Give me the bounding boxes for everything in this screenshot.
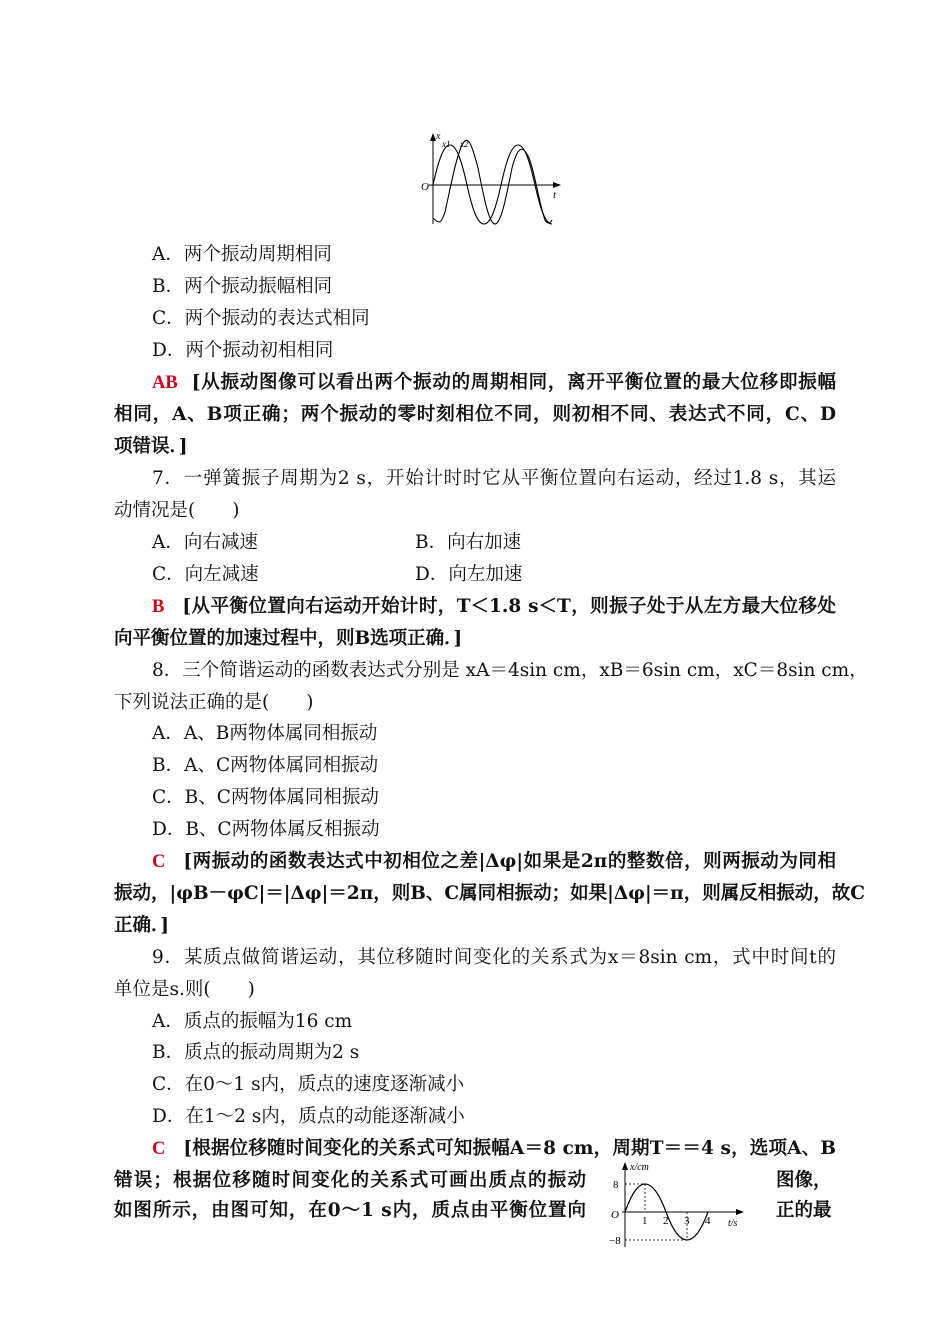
q7-stem-line2: 动情况是( ) [114,500,240,521]
fig2-x-arrow [622,1162,628,1170]
q7-answer-line2: 向平衡位置的加速过程中，则B选项正确．] [114,628,463,649]
fig1-x-label: x [436,131,441,142]
q6-option-a: A．两个振动周期相同 [152,244,332,265]
fig1-origin: O [421,181,429,193]
t-arrow [553,182,561,188]
q8-option-c: C．B、C两物体属同相振动 [152,787,379,808]
figure-two-oscillations [415,128,565,228]
q8-answer-line1 [152,850,836,874]
q7-option-d: D．向左加速 [415,564,523,585]
fig2-tick-neg8: −8 [609,1235,621,1247]
q6-answer-text1: [从振动图像可以看出两个振动的周期相同，离开平衡位置的最大位移即振幅 [191,372,836,393]
fig1-x2-text: x2 [460,139,469,149]
q7-option-c: C．向左减速 [152,564,259,585]
q7-option-a: A．向右减速 [152,532,258,553]
q9-option-d: D．在1～2 s内，质点的动能逐渐减小 [152,1106,465,1127]
q7-answer-text1: [从平衡位置向右运动开始计时，T＜1.8 s＜T，则振子处于从左方最大位移处 [182,596,836,617]
q8-answer-line3: 正确．] [114,915,170,936]
fig2-tick-4: 4 [705,1215,711,1227]
q6-answer-line3: 项错误．] [114,436,188,457]
q9-answer-line3b: 正的最 [776,1200,832,1221]
q8-option-d: D．B、C两物体属反相振动 [152,819,380,840]
fig1-t-label: t [553,189,557,201]
fig2-origin: O [611,1209,619,1221]
q6-option-d: D．两个振动初相相同 [152,340,334,361]
q8-option-a: A．A、B两物体属同相振动 [152,723,378,744]
q7-option-b: B．向右加速 [415,532,522,553]
q8-option-b: B．A、C两物体属同相振动 [152,755,379,776]
q8-answer-line2: 振动，|φB－φC|＝|Δφ|＝2π，则B、C属同相振动；如果|Δφ|＝π，则属反相振动，故C [114,883,865,904]
q7-stem-line1: 7．一弹簧振子周期为2 s，开始计时时它从平衡位置向右运动，经过1.8 s，其运 [152,468,836,489]
fig2-t-label: t/s [728,1218,738,1229]
q7-answer-key: B [152,597,165,617]
q9-answer-line3a: 如图所示，由图可知，在0～1 s内，质点由平衡位置向 [114,1200,586,1221]
q9-answer-line2a: 错误；根据位移随时间变化的关系式可画出质点的振动 [114,1170,586,1191]
figure-x-t-graph [600,1157,760,1249]
fig2-tick-2: 2 [663,1215,669,1227]
q9-option-b: B．质点的振动周期为2 s [152,1042,360,1063]
q6-answer-key: AB [152,373,178,393]
q9-answer-text1: [根据位移随时间变化的关系式可知振幅A＝8 cm，周期T＝＝4 s，选项A、B [183,1138,836,1159]
q6-option-b: B．两个振动振幅相同 [152,276,333,297]
fig2-tick-3: 3 [684,1215,690,1227]
q7-answer-line1 [152,595,836,619]
q9-answer-line2b: 图像， [776,1170,832,1191]
q8-answer-key: C [152,852,166,872]
q9-stem-line1: 9．某质点做简谐运动，其位移随时间变化的关系式为x＝8sin cm，式中时间t的 [152,947,836,968]
q8-answer-text1: [两振动的函数表达式中初相位之差|Δφ|如果是2π的整数倍，则两振动为同相 [183,851,836,872]
fig2-tick-8: 8 [613,1179,619,1191]
q9-option-a: A．质点的振幅为16 cm [152,1011,353,1032]
fig2-y-label: x/cm [630,1162,649,1173]
fig1-x2-label [459,139,469,149]
fig2-t-arrow [736,1209,744,1215]
q9-stem-line2: 单位是s.则( ) [114,979,255,1000]
q9-answer-key: C [152,1139,166,1159]
q6-option-c: C．两个振动的表达式相同 [152,308,370,329]
q6-answer-line2: 相同，A、B项正确；两个振动的零时刻相位不同，则初相不同、表达式不同，C、D [114,404,836,425]
fig1-x1-label [441,139,451,149]
q6-answer-line1 [152,371,836,395]
fig2-tick-1: 1 [642,1215,648,1227]
fig1-x1-text: x1 [442,139,451,149]
q8-stem-line2: 下列说法正确的是( ) [114,692,314,713]
q8-stem-line1: 8．三个简谐运动的函数表达式分别是 xA＝4sin cm，xB＝6sin cm，xC＝8sin cm， [152,660,868,681]
q9-option-c: C．在0～1 s内，质点的速度逐渐减小 [152,1074,465,1095]
